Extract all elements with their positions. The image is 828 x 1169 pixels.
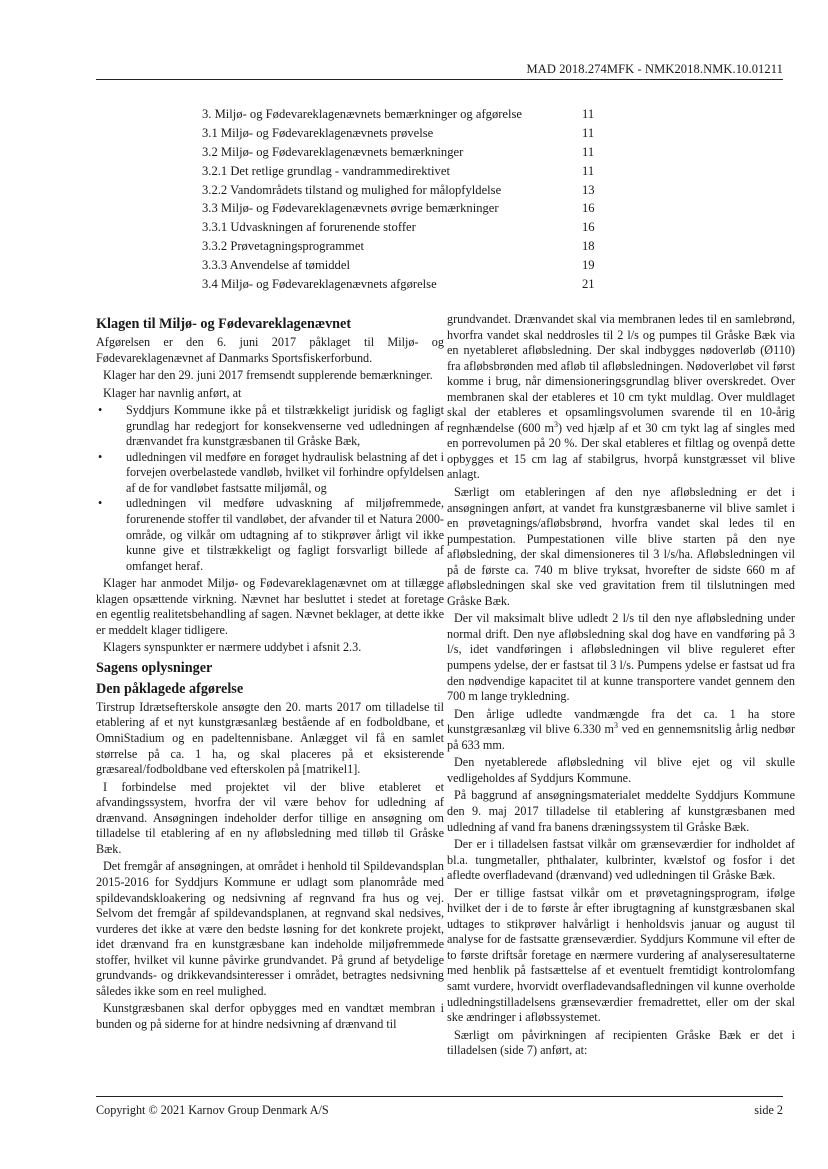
toc-entry-page: 18 xyxy=(582,239,595,254)
toc-entry-page: 16 xyxy=(582,201,595,216)
paragraph: Klagers synspunkter er nærmere uddybet i afsnit 2.3. xyxy=(103,640,362,655)
copyright-notice: Copyright © 2021 Karnov Group Denmark A/S xyxy=(96,1103,329,1117)
paragraph: Særligt om påvirkningen af recipienten Gråske Bæk er det i tilladelsen (side 7) anført, at: xyxy=(447,1027,795,1058)
toc-entry-page: 11 xyxy=(582,163,595,178)
paragraph: Afgørelsen er den 6. juni 2017 påklaget til Miljø- og Fødevareklagenævnet af Danmarks Sportsfiskerforbund. xyxy=(96,335,444,365)
toc-entry-title: 3.3.1 Udvaskningen af forurenende stoffer xyxy=(202,220,416,235)
toc-entry-title: 3.1 Miljø- og Fødevareklagenævnets prøvelse xyxy=(202,125,434,140)
toc-entry-page: 13 xyxy=(582,182,595,197)
subsection-heading: Den påklagede afgørelse xyxy=(96,680,244,697)
toc-entry[interactable] xyxy=(202,199,602,218)
paragraph: På baggrund af ansøgningsmaterialet meddelte Syddjurs Kommune den 9. maj 2017 tilladelse til etablering af kunstgræsbanen med udledning af vand fra banens dræningssystem til Gråske Bæk. xyxy=(447,788,795,834)
paragraph: Tirstrup Idrætsefterskole ansøgte den 20. marts 2017 om tilladelse til etablering af et nyt kunstgræsanlæg bestående af en fodboldbane, et OmniStadium og en padeltennisbane. Anlægget vil få en samlet størrelse på ca. 1 ha, og skal placeres på et eksisterende græsareal/fodboldbane ved efterskolen på [matrikel1]. xyxy=(96,699,444,777)
toc-entry[interactable] xyxy=(202,256,602,275)
superscript: 3 xyxy=(614,721,619,731)
toc-entry-title: 3.4 Miljø- og Fødevareklagenævnets afgørelse xyxy=(202,277,437,292)
toc-entry[interactable] xyxy=(202,237,602,256)
toc-entry-title: 3.2.1 Det retlige grundlag - vandrammedirektivet xyxy=(202,163,450,178)
paragraph: Der er tillige fastsat vilkår om et prøvetagningsprogram, ifølge hvilket der i de to første år efter ibrugtagning af kunstgræsbanen skal udtages to stikprøver halvårligt i henholdsvis januar og august til analyse for de fastsatte grænseværdier. Syddjurs Kommune vil efter de to første driftsår foretage en nærmere vurdering af analyseresultaterne med henblik på fastsættelse af et eventuelt fremtidigt kontrolomfang samt vurdere, hvorvidt overfladevandsafledningen vil kunne overholde udledningstilladelsens grænseværdier fremadrettet, eller om der skal ske ændringer i afløbssystemet. xyxy=(447,885,795,1025)
paragraph-text: ) ved hjælp af et 30 cm tykt lag af singles med en porrevolumen på 20 %. Der skal etableres et filtlag og ovenpå dette opbygges et 15 cm lag af stabilgrus, hvorpå kunstgræsset vil blive anlagt. xyxy=(447,420,795,482)
toc-entry[interactable] xyxy=(202,143,602,162)
toc-entry-title: 3.2.2 Vandområdets tilstand og mulighed for målopfyldelse xyxy=(202,182,502,197)
right-column xyxy=(447,312,795,1061)
toc-entry[interactable] xyxy=(202,105,602,124)
bullet-item: • udledningen vil medføre en forøget hydraulisk belastning af det i forvejen overbelastede vandløb, hvilket vil forhindre opfyldelsen af de for vandløbet fastsatte miljømål, og xyxy=(126,450,444,497)
table-of-contents xyxy=(202,105,602,294)
toc-entry-page: 11 xyxy=(582,107,595,121)
paragraph: Kunstgræsbanen skal derfor opbygges med en vandtæt membran i bunden og på siderne for at hindre nedsivning af drænvand til xyxy=(96,1001,444,1031)
toc-entry-page: 11 xyxy=(582,144,595,159)
toc-entry-page: 11 xyxy=(582,125,595,140)
paragraph: Klager har anmodet Miljø- og Fødevareklagenævnet om at tillægge klagen opsættende virkning. Nævnet har besluttet i stedet at foretage en egentlig realitetsbehandling af sagen. Nævnet beklager, at dette ikke er meddelt klager tidligere. xyxy=(96,576,444,637)
toc-entry-title: 3.3.3 Anvendelse af tømiddel xyxy=(202,258,350,273)
toc-entry[interactable] xyxy=(202,162,602,181)
document-id: MAD 2018.274MFK - NMK2018.NMK.10.01211 xyxy=(526,62,783,76)
bullet-list xyxy=(96,403,444,574)
section-heading: Sagens oplysninger xyxy=(96,659,213,676)
header-rule xyxy=(96,79,783,80)
toc-entry-title: 3. Miljø- og Fødevareklagenævnets bemærkninger og afgørelse xyxy=(202,107,523,121)
bullet-item: • udledningen vil medføre udvaskning af miljøfremmede, forurenende stoffer til vandløbet, der afvander til et Natura 2000-område, og vilkår om udtagning af to stikprøver årligt vil ikke kunne give et tilstrækkeligt og fagligt forsvarligt billede af omfanget heraf. xyxy=(126,496,444,574)
paragraph: Det fremgår af ansøgningen, at området i henhold til Spildevandsplan 2015-2016 for Syddjurs Kommune er udlagt som planområde med spildevandskloakering og nedsivning af regnvand fra hus og vej. Selvom det fremgår af spildevandsplanen, at regnvand skal nedsives, vurderes det ikke at være den bedste løsning for det konkrete projekt, idet drænvand fra en kunstgræsbane kan indeholde miljøfremmede stoffer, hvilket vil kunne påvirke grundvandet. På grund af betydelige grundvands- og drikkevandsinteresser i området, betragtes nedsivning således ikke som en reel mulighed. xyxy=(96,859,444,998)
paragraph: Særligt om etableringen af den nye afløbsledning er det i ansøgningen anført, at vandet fra kunstgræsbanerne vil blive samlet i en prøvetagnings/afløbsbrønd, hvorfra vandet skal ledes til en pumpestation. Pumpestationen ville blive starten på den nye afløbsledning, der skal dimensioneres til 3 l/s/ha. Afløbsledningen vil på de første ca. 740 m blive tryksat, hvorefter de sidste 660 m af afløbsledningen skal ske ved gravitation frem til tilslutningen med Gråske Bæk. xyxy=(447,485,795,608)
toc-entry-page: 21 xyxy=(582,277,595,292)
paragraph: Den nyetablerede afløbsledning vil blive ejet og vil skulle vedligeholdes af Syddjurs Kommune. xyxy=(447,755,795,785)
paragraph: Klager har den 29. juni 2017 fremsendt supplerende bemærkninger. xyxy=(103,368,433,383)
toc-entry-page: 16 xyxy=(582,220,595,235)
section-heading: Klagen til Miljø- og Fødevareklagenævnet xyxy=(96,316,352,332)
toc-entry-title: 3.2 Miljø- og Fødevareklagenævnets bemærkninger xyxy=(202,144,464,159)
toc-entry-page: 19 xyxy=(582,258,595,273)
paragraph: Der er i tilladelsen fastsat vilkår om grænseværdier for indholdet af bl.a. tungmetaller, phthalater, kulbrinter, kvælstof og fosfor i det afledte overfladevand (drænvand) ved udledningen til Gråske Bæk. xyxy=(447,837,795,883)
paragraph-text: ved en gennemsnitslig årlig nedbør på 633 mm. xyxy=(447,722,795,752)
toc-entry[interactable] xyxy=(202,218,602,237)
toc-entry[interactable] xyxy=(202,275,602,294)
toc-entry[interactable] xyxy=(202,181,602,200)
page-number: side 2 xyxy=(754,1103,783,1117)
footer-rule xyxy=(96,1096,783,1097)
bullet-item: • Syddjurs Kommune ikke på et tilstrækkeligt juridisk og fagligt grundlag har redegjort for konsekvenserne ved udledningen af drænvandet fra kunstgræsbanen til Gråske Bæk, xyxy=(126,403,444,450)
paragraph: Der vil maksimalt blive udledt 2 l/s til den nye afløbsledning under normal drift. Den nye afløbsledning skal dog have en vandføring på 3 l/s, idet vandføringen i afløbsledningen vil blive reguleret efter pumpens ydelse, der er fastsat til 3 l/s. Pumpens ydelse er fastsat ud fra den nødvendige kapacitet til at kunne transportere vandet gennem den 700 m lange trykledning. xyxy=(447,611,795,704)
paragraph-text: grundvandet. Drænvandet skal via membranen ledes til en samlebrønd, hvorfra vandet skal neddrosles til 2 l/s og pumpes til Gråske Bæk via en nyetableret afløbsledning. Der skal indbygges nødoverløb (Ø110) fra afløbsbrønden med afløb til afløbsledningen. Nødoverløbet vil først komme i brug, når dimensioneringsgrundlag bliver overskredet. Over membranen skal der etableres et 10 cm tykt muldlag. Over muldlaget skal der etableres et opsamlingsvolumen svarende til en 10-årig regnhændelse (600 m xyxy=(447,312,795,435)
superscript: 3 xyxy=(553,419,558,429)
paragraph: Klager har navnlig anført, at xyxy=(103,385,242,400)
paragraph xyxy=(447,707,795,754)
paragraph xyxy=(447,312,795,483)
toc-entry[interactable] xyxy=(202,124,602,143)
toc-entry-title: 3.3.2 Prøvetagningsprogrammet xyxy=(202,239,364,254)
left-column xyxy=(96,312,444,1034)
toc-entry-title: 3.3 Miljø- og Fødevareklagenævnets øvrige bemærkninger xyxy=(202,201,499,216)
paragraph-text: Den årlige udledte vandmængde fra det ca. 1 ha store kunstgræsanlæg vil blive 6.330 m xyxy=(447,706,795,737)
paragraph: I forbindelse med projektet vil der blive etableret et afvandingssystem, hvorfra der vil være behov for udledning af drænvand. Ansøgningen indeholder derfor tillige en ansøgning om tilladelse til etablering af en ny afløbsledning med tilløb til Gråske Bæk. xyxy=(96,779,444,856)
